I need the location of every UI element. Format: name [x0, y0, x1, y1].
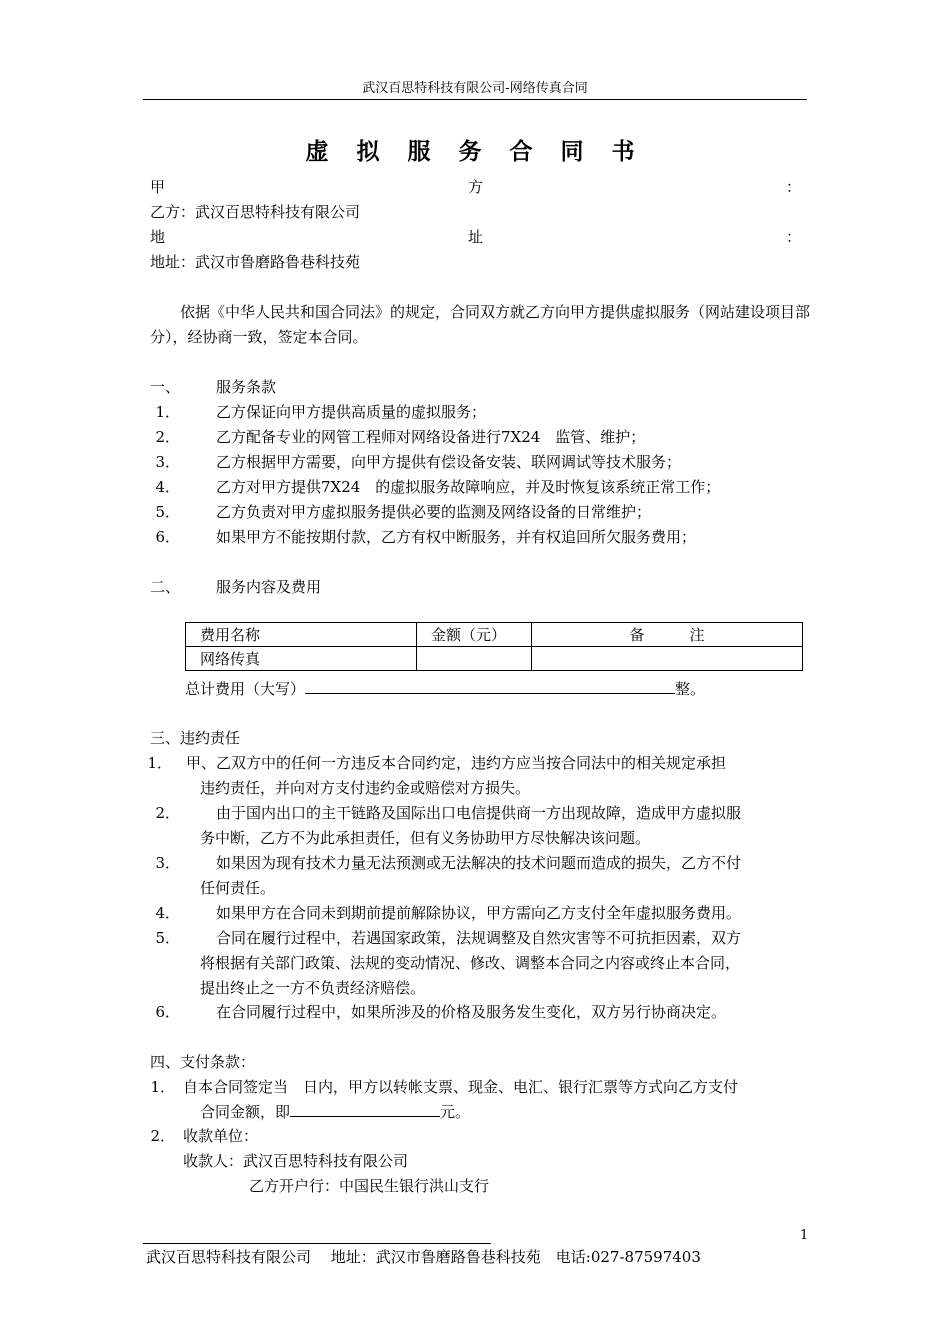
address-label-1: 地	[150, 228, 166, 246]
s1-item-text: 如果甲方不能按期付款，乙方有权中断服务，并有权追回所欠服务费用；	[216, 528, 697, 546]
s4-item1-line: 自本合同签定当 日内，甲方以转帐支票、现金、电汇、银行汇票等方式向乙方支付	[183, 1078, 739, 1096]
party-a-label-1: 甲	[150, 178, 166, 196]
s3-item-line: 甲、乙双方中的任何一方违反本合同约定，违约方应当按合同法中的相关规定承担	[186, 754, 727, 772]
contract-amount-blank	[290, 1100, 440, 1117]
table-header-row	[186, 623, 803, 647]
total-fee-suffix: 整。	[675, 680, 706, 698]
s4-item-num: 2．	[150, 1127, 175, 1145]
s1-item-num: 2．	[155, 428, 180, 446]
table-header-cell: 费用名称	[186, 623, 417, 647]
party-a-colon: ：	[786, 178, 802, 196]
s1-item-num: 4．	[155, 478, 180, 496]
s1-item-text: 乙方对甲方提供7X24 的虚拟服务故障响应，并及时恢复该系统正常工作；	[216, 478, 721, 496]
party-b: 乙方：武汉百思特科技有限公司	[150, 203, 361, 221]
section3-title: 三、违约责任	[150, 729, 241, 747]
s3-item-num: 5．	[155, 929, 180, 947]
table-row	[186, 647, 803, 671]
s3-item-line: 将根据有关部门政策、法规的变动情况、修改、调整本合同之内容或终止本合同，	[200, 954, 741, 972]
intro-paragraph: 依据《中华人民共和国合同法》的规定，合同双方就乙方向甲方提供虚拟服务（网站建设项目部分），经协商一致，签定本合同。	[150, 303, 811, 346]
s1-item-num: 1．	[155, 403, 180, 421]
table-cell	[417, 647, 532, 671]
s1-item-num: 5．	[155, 503, 180, 521]
total-fee-blank	[305, 677, 675, 694]
s3-item-line: 任何责任。	[200, 879, 276, 897]
fee-table	[185, 622, 803, 671]
s3-item-num: 6．	[155, 1003, 180, 1021]
section1-number: 一、	[150, 378, 181, 396]
s3-item-line: 如果甲方在合同未到期前提前解除协议，甲方需向乙方支付全年虚拟服务费用。	[216, 904, 742, 922]
s1-item-num: 6．	[155, 528, 180, 546]
table-header-cell: 金额（元）	[417, 623, 532, 647]
s3-item-line: 违约责任，并向对方支付违约金或赔偿对方损失。	[200, 779, 531, 797]
s3-item-num: 3．	[155, 854, 180, 872]
page-footer: 武汉百思特科技有限公司 地址：武汉市鲁磨路鲁巷科技苑 电话:027-87597403	[146, 1248, 701, 1266]
address-colon: ：	[786, 228, 802, 246]
s3-item-line: 由于国内出口的主干链路及国际出口电信提供商一方出现故障，造成甲方虚拟服	[216, 804, 742, 822]
s3-item-line: 合同在履行过程中，若遇国家政策，法规调整及自然灾害等不可抗拒因素，双方	[216, 929, 742, 947]
section2-title: 服务内容及费用	[216, 578, 322, 596]
s3-item-num: 4．	[155, 904, 180, 922]
s1-item-text: 乙方根据甲方需要，向甲方提供有偿设备安装、联网调试等技术服务；	[216, 453, 682, 471]
s3-item-line: 如果因为现有技术力量无法预测或无法解决的技术问题而造成的损失，乙方不付	[216, 854, 742, 872]
s4-item-num: 1．	[150, 1078, 175, 1096]
s1-item-text: 乙方保证向甲方提供高质量的虚拟服务；	[216, 403, 487, 421]
s1-item-text: 乙方负责对甲方虚拟服务提供必要的监测及网络设备的日常维护；	[216, 503, 652, 521]
s3-item-line: 务中断，乙方不为此承担责任，但有义务协助甲方尽快解决该问题。	[200, 829, 651, 847]
bank-account: 乙方开户行：中国民生银行洪山支行	[249, 1177, 490, 1195]
total-fee-label: 总计费用（大写）	[185, 680, 306, 698]
s1-item-num: 3．	[155, 453, 180, 471]
footer-divider	[143, 1243, 491, 1244]
page-header: 武汉百思特科技有限公司-网络传真合同	[362, 81, 588, 96]
section4-title: 四、支付条款：	[150, 1053, 256, 1071]
s3-item-num: 2．	[155, 804, 180, 822]
address-label-2: 址	[468, 228, 484, 246]
s4-item2-label: 收款单位：	[183, 1127, 259, 1145]
page-number: 1	[800, 1228, 809, 1243]
contract-amount-prefix: 合同金额，即	[200, 1103, 291, 1121]
total-fee-line	[185, 677, 705, 699]
s3-item-line: 提出终止之一方不负责经济赔偿。	[200, 979, 426, 997]
table-cell: 网络传真	[186, 647, 417, 671]
s3-item-line: 在合同履行过程中，如果所涉及的价格及服务发生变化，双方另行协商决定。	[216, 1003, 727, 1021]
table-header-cell: 备 注	[532, 623, 803, 647]
section1-title: 服务条款	[216, 378, 277, 396]
s4-item1-amount-line	[200, 1100, 470, 1122]
payee: 收款人：武汉百思特科技有限公司	[183, 1152, 409, 1170]
header-divider	[143, 99, 807, 100]
table-cell	[532, 647, 803, 671]
section2-number: 二、	[150, 578, 181, 596]
s3-item-num: 1．	[147, 754, 172, 772]
party-b-address: 地址：武汉市鲁磨路鲁巷科技苑	[150, 253, 361, 271]
s1-item-text: 乙方配备专业的网管工程师对网络设备进行7X24 监管、维护；	[216, 428, 646, 446]
document-title: 虚 拟 服 务 合 同 书	[305, 139, 645, 165]
party-a-label-2: 方	[468, 178, 484, 196]
contract-amount-suffix: 元。	[440, 1103, 471, 1121]
